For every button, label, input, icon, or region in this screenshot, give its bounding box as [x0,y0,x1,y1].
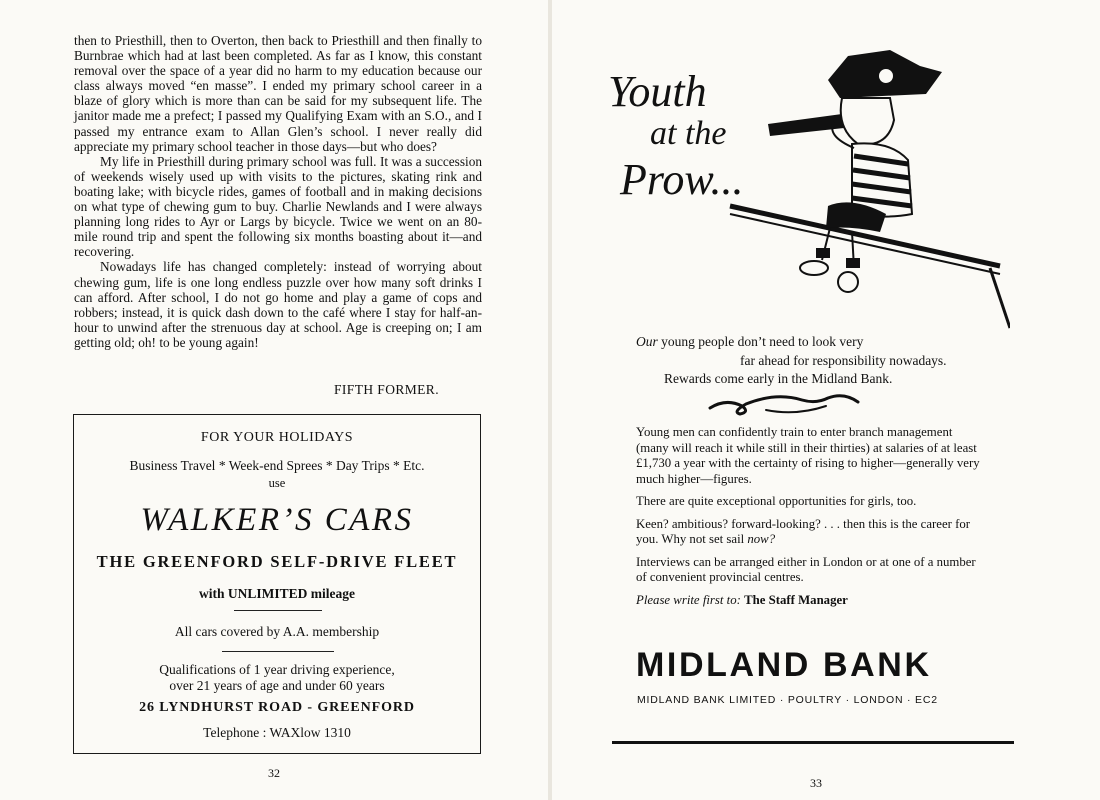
ad-qualifications-line-2: over 21 years of age and under 60 years [169,678,385,693]
essay-paragraph-1: then to Priesthill, then to Overton, then back to Priesthill and then finally to Burnbrae which had at last been completed. As far as I know, this constant removal over the space of a year did no harm to my education because our class always moved “en masse”. I ended my primary school career in a blaze of glory which is more than can be said for my subsequent life. The janitor made me a prefect; I passed my Qualifying Exam with an S.O., and I passed my entrance exam to Allan Glen’s school. I never really did appreciate my primary school teacher in those days—but who does? [74,33,482,154]
decorative-swash [706,390,866,420]
write-to-recipient: The Staff Manager [744,592,848,607]
ad-address: 26 LYNDHURST ROAD - GREENFORD [139,700,415,715]
sock-left [816,248,830,258]
ad-telephone: Telephone : WAXlow 1310 [203,725,351,740]
headline-at-the: at the [650,115,727,152]
ad-divider [234,610,322,611]
boy-face [841,98,894,145]
intro-text [636,333,1016,389]
ad-qualifications-line-1: Qualifications of 1 year driving experience, [159,662,395,677]
ad-company-name: WALKER’S CARS [140,502,414,538]
body-paragraph-3-now: now? [747,532,776,546]
boy-with-telescope-illustration [590,36,1010,336]
essay-paragraph-3: Nowadays life has changed completely: instead of worrying about chewing gum, life is one long endless puzzle over how many soft drinks I can afford. After school, I do not go home and play a game of cops and robbers; instead, it is quick dash down to the café where I stay for half-an-hour to unwind after the strenuous day at school. Age is creeping on; I am getting old; oh! to be young again! [74,259,482,350]
body-paragraph-4: Interviews can be arranged either in London or at one of a number of convenient provincial centres. [636,554,976,584]
headline-prow: Prow... [620,155,744,204]
intro-line-1-rest: young people don’t need to look very [657,334,864,349]
essay-signature: FIFTH FORMER. [334,382,439,397]
write-to-label: Please write first to: [636,592,741,607]
ad-services-list: Business Travel * Week-end Sprees * Day Trips * Etc. [129,458,425,473]
left-page [0,0,548,800]
ad-holidays-heading: FOR YOUR HOLIDAYS [200,430,354,445]
ad-use-text: use [268,476,286,490]
ad-mileage-text: with UNLIMITED mileage [199,586,355,601]
recruitment-body [636,425,986,615]
ad-fleet-tagline: THE GREENFORD SELF-DRIVE FLEET [96,552,458,571]
headline-youth: Youth [608,67,707,116]
ad-membership-text: All cars covered by A.A. membership [174,624,380,639]
essay-paragraph-2: My life in Priesthill during primary school was full. It was a succession of weekends wisely used up with visits to the pictures, skating rink and boating lake; with bicycle rides, games of football and in making decisions on what type of chewing gum to buy. Charlie Newlands and I were always planning long rides to Ayr or Largs by bicycle. Twice we went on an 80-mile round trip and spent the following six months boasting about it—and recovering. [74,153,482,260]
body-paragraph-3-text: Keen? ambitious? forward-looking? . . . then this is the career for you. Why not set sail [636,516,971,546]
walkers-cars-advertisement [73,414,481,754]
body-paragraph-1: Young men can confidently train to enter branch management (many will reach it while still in their thirties) at salaries of at least £1,730 a year with the certainty of rising to higher—generally very much higher—figures. [636,425,980,486]
prow-rope [990,268,1010,328]
intro-line-3: Rewards come early in the Midland Bank. [664,371,893,386]
intro-our: Our [636,334,658,349]
midland-bank-logo: MIDLAND BANK [636,646,932,684]
intro-line-2: far ahead for responsibility nowadays. [740,352,947,368]
shoe-left [800,261,828,275]
shoe-right [838,272,858,292]
hat-skull [879,69,893,83]
body-paragraph-3 [636,517,986,548]
sock-right [846,258,860,268]
page-number-left: 32 [268,766,280,780]
bottom-rule [612,741,1014,744]
right-page [552,0,1100,800]
page-number-right: 33 [810,776,822,790]
bank-address: MIDLAND BANK LIMITED · POULTRY · LONDON · EC2 [637,694,938,706]
body-paragraph-5 [636,593,986,609]
intro-line-1 [636,333,1016,352]
body-paragraph-2: There are quite exceptional opportunities for girls, too. [636,494,917,508]
essay-text [74,33,482,350]
ad-divider [222,651,334,652]
